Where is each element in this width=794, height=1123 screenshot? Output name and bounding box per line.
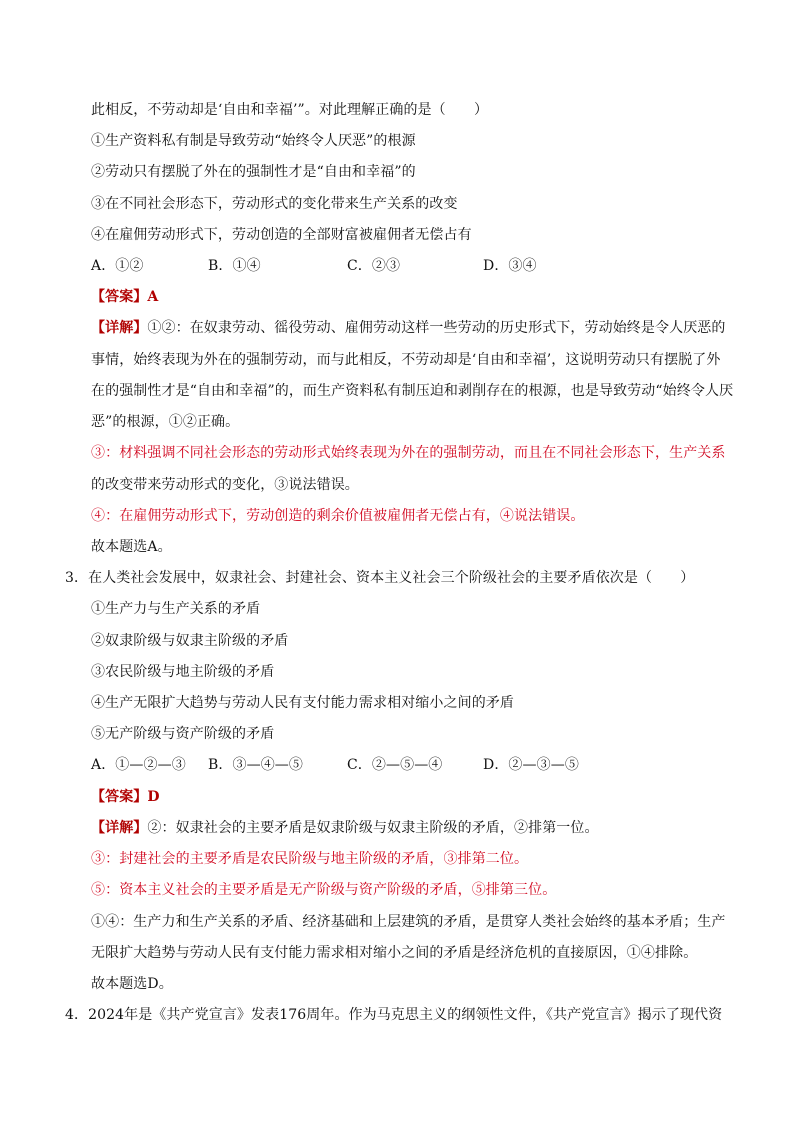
q2-item-1: ①生产资料私有制是导致劳动“始终令人厌恶”的根源	[91, 133, 416, 149]
q2-option-c: C．②③	[347, 258, 401, 274]
q3-option-d: D．②—③—⑤	[483, 757, 579, 773]
q2-wrong3-line-2: 的改变带来劳动形式的变化，③说法错误。	[91, 477, 359, 493]
q3-detail-line-1	[91, 818, 599, 838]
q3-detail-last-2: 无限扩大趋势与劳动人民有支付能力需求相对缩小之间的矛盾是经济危机的直接原因，①④排除。	[91, 945, 698, 961]
q2-detail-line-1	[91, 318, 726, 338]
answer-value: D	[147, 789, 160, 805]
q3-detail-last-1: ①④：生产力和生产关系的矛盾、经济基础和上层建筑的矛盾，是贯穿人类社会始终的基本矛盾；生产	[91, 914, 726, 930]
q3-option-a: A．①—②—③	[91, 757, 186, 773]
detail-label: 【详解】	[91, 320, 148, 336]
q3-option-b: B．③—④—⑤	[208, 757, 303, 773]
q2-answer	[91, 287, 158, 307]
answer-label: 【答案】	[91, 289, 148, 305]
q2-item-2: ②劳动只有摆脱了外在的强制性才是“自由和幸福”的	[91, 164, 416, 180]
detail-label: 【详解】	[91, 820, 148, 836]
q2-detail-line-4: 恶”的根源，①②正确。	[91, 414, 240, 430]
q3-detail-red-1: ③：封建社会的主要矛盾是农民阶级与地主阶级的矛盾，③排第二位。	[91, 851, 529, 867]
q3-item-2: ②奴隶阶级与奴隶主阶级的矛盾	[91, 633, 289, 649]
answer-label: 【答案】	[91, 789, 148, 805]
q3-stem: 3．在人类社会发展中，奴隶社会、封建社会、资本主义社会三个阶级社会的主要矛盾依次是（ ）	[65, 570, 695, 586]
q3-item-4: ④生产无限扩大趋势与劳动人民有支付能力需求相对缩小之间的矛盾	[91, 695, 514, 711]
q3-options	[91, 755, 579, 775]
q2-options	[91, 256, 537, 276]
q3-option-c: C．②—⑤—④	[347, 757, 443, 773]
q2-stem: 此相反，不劳动却是‘自由和幸福’”。对此理解正确的是（ ）	[91, 102, 489, 118]
answer-value: A	[147, 289, 159, 305]
q2-option-b: B．①④	[208, 258, 261, 274]
detail-text: ②：奴隶社会的主要矛盾是奴隶阶级与奴隶主阶级的矛盾，②排第一位。	[147, 820, 599, 836]
q2-wrong4-line: ④：在雇佣劳动形式下，劳动创造的剩余价值被雇佣者无偿占有，④说法错误。	[91, 508, 585, 524]
q3-item-3: ③农民阶级与地主阶级的矛盾	[91, 664, 275, 680]
detail-text: ①②：在奴隶劳动、徭役劳动、雇佣劳动这样一些劳动的历史形式下，劳动始终是令人厌恶的	[147, 320, 726, 336]
q3-detail-red-2: ⑤：资本主义社会的主要矛盾是无产阶级与资产阶级的矛盾，⑤排第三位。	[91, 882, 557, 898]
q4-stem: 4．2024年是《共产党宣言》发表176周年。作为马克思主义的纲领性文件，《共产党宣言》揭示了现代资	[65, 1007, 723, 1023]
q2-detail-line-2: 事情，始终表现为外在的强制劳动，而与此相反，不劳动却是‘自由和幸福’，这说明劳动只有摆脱了外	[91, 352, 721, 368]
q2-option-a: A．①②	[91, 258, 144, 274]
q3-conclusion: 故本题选D。	[91, 976, 173, 992]
q2-option-d: D．③④	[483, 258, 537, 274]
q2-conclusion: 故本题选A。	[91, 539, 172, 555]
q3-answer	[91, 787, 160, 807]
q2-item-4: ④在雇佣劳动形式下，劳动创造的全部财富被雇佣者无偿占有	[91, 227, 472, 243]
q2-detail-line-3: 在的强制性才是“自由和幸福”的，而生产资料私有制压迫和剥削存在的根源，也是导致劳动“始终令人厌	[91, 383, 734, 399]
q2-wrong3-line-1: ③：材料强调不同社会形态的劳动形式始终表现为外在的强制劳动，而且在不同社会形态下，生产关系	[91, 445, 726, 461]
q3-item-1: ①生产力与生产关系的矛盾	[91, 601, 261, 617]
q3-item-5: ⑤无产阶级与资产阶级的矛盾	[91, 726, 275, 742]
q2-item-3: ③在不同社会形态下，劳动形式的变化带来生产关系的改变	[91, 196, 458, 212]
